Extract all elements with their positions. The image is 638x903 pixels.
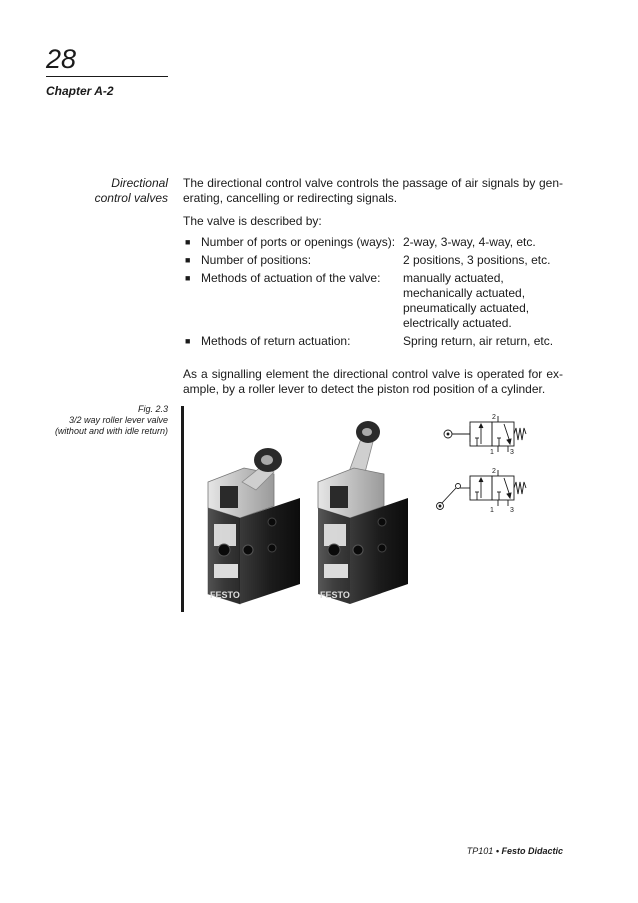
list-item-label: Methods of actuation of the valve: [201,271,381,285]
section-side-heading [95,176,168,206]
intro-line-2: erating, cancelling or redirecting signals. [183,191,398,205]
symbol-roller-lever-idle-return [437,470,527,510]
list-item-value [403,271,563,331]
figure-caption-line-2: (without and with idle return) [54,426,168,436]
symbol-roller-lever [444,416,526,452]
festo-logo-right: FESTO [320,590,350,600]
bullet-square-icon: ■ [185,336,191,346]
list-item-value-line: 2 positions, 3 positions, etc. [403,253,551,267]
valve-circuit-symbols [432,408,542,516]
list-item-label: Methods of return actuation: [201,334,351,348]
list-item-value-line: Spring return, air return, etc. [403,334,554,348]
signalling-line-1: As a signalling element the directional control valve is operated for ex- [183,367,563,381]
side-heading-line-2: control valves [94,191,168,205]
chapter-title: Chapter A-2 [46,84,114,98]
roller-lever-valve-photo-left [200,438,304,608]
port-label-2-top: 2 [492,414,496,421]
figure-number: Fig. 2.3 [137,404,168,414]
footer-publisher: Festo Didactic [501,846,563,856]
page-footer [467,846,563,856]
list-item [183,271,563,331]
intro-paragraph [183,176,563,206]
bullet-square-icon: ■ [185,255,191,265]
figure-caption [55,404,168,437]
header-rule [46,76,168,77]
figure-rule [181,406,184,612]
port-label-1-bottom: 1 [490,507,494,514]
list-item [183,253,563,268]
bullet-square-icon: ■ [185,273,191,283]
described-by-text: The valve is described by: [183,214,322,228]
list-item-value [403,235,563,250]
list-item-value [403,253,563,268]
footer-product: TP101 [466,846,494,856]
signalling-line-2: ample, by a roller lever to detect the piston rod position of a cylinder. [183,382,546,396]
side-heading-line-1: Directional [111,176,168,190]
section-body [183,176,563,397]
list-item-value [403,334,563,349]
port-label-1-top: 1 [490,449,494,456]
signalling-paragraph [183,367,563,397]
page-number: 28 [46,44,77,74]
figure-caption-line-1: 3/2 way roller lever valve [68,415,168,425]
list-item [183,235,563,250]
festo-logo-left: FESTO [210,590,240,600]
list-item-label: Number of ports or openings (ways): [201,235,396,249]
list-item-value-line: 2-way, 3-way, 4-way, etc. [403,235,536,249]
intro-line-1: The directional control valve controls the passage of air signals by gen- [183,176,563,190]
list-item [183,334,563,349]
list-item-value-line: manually actuated, [403,271,504,285]
port-label-3-top: 3 [510,449,514,456]
valve-properties-list [183,235,563,349]
port-label-3-bottom: 3 [510,507,514,514]
list-item-value-line: electrically actuated. [403,316,512,330]
list-item-value-line: mechanically actuated, [403,286,526,300]
list-item-value-line: pneumatically actuated, [403,301,530,315]
roller-lever-valve-photo-right [312,418,412,608]
footer-separator: • [495,846,499,856]
bullet-square-icon: ■ [185,237,191,247]
list-item-label: Number of positions: [201,253,312,267]
port-label-2-bottom: 2 [492,468,496,475]
